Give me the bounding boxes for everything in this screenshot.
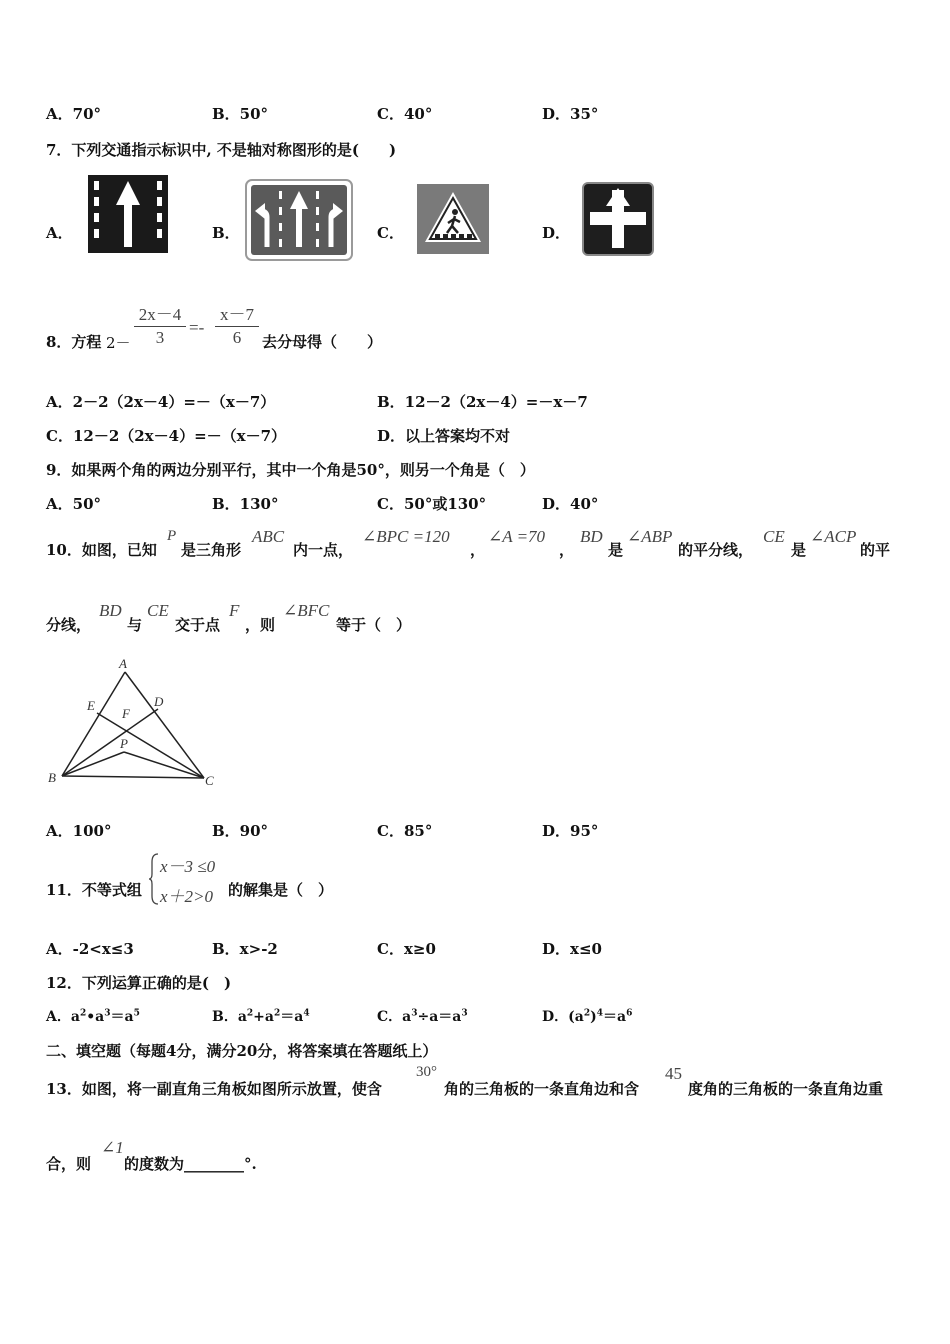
q12-d-exp-3: 6 (626, 1008, 633, 1019)
q12-c-exp-2: 3 (461, 1008, 468, 1019)
q8-fraction-1-denominator: 3 (155, 328, 165, 347)
q10-var-f: F (229, 601, 240, 620)
q12-c-part: ÷a＝a (417, 1009, 462, 1025)
q10-text-12: 等于（ ） (336, 616, 412, 634)
q12-d-part: D．(a (542, 1009, 584, 1025)
sign-straight-arrow-icon (88, 175, 168, 253)
q10-var-bd: BD (580, 527, 603, 546)
q12-b-part: ＝a (280, 1009, 304, 1025)
q7-stem: 7．下列交通指示标识中, 不是轴对称图形的是( ) (46, 141, 397, 159)
figure-label-a: A (119, 656, 127, 671)
q6-option-a: A．70° (46, 105, 102, 123)
q10-option-c: C．85° (377, 822, 433, 840)
q10-angle-acp: ∠ACP (810, 527, 857, 546)
q10-comma-1: ， (470, 541, 486, 559)
q13-deg-30: 30° (416, 1064, 437, 1080)
q8-fraction-2 (215, 304, 259, 349)
q12-d-exp-2: 4 (596, 1008, 603, 1019)
q12-b-exp-2: 2 (273, 1008, 281, 1019)
q11-prefix: 11．不等式组 (46, 881, 142, 899)
q7-option-d: D． (542, 224, 571, 242)
q8-option-c: C．12－2（2x－4）=－（x－7） (46, 427, 287, 445)
q8-option-a: A．2－2（2x－4）=－（x－7） (46, 393, 276, 411)
figure-label-p: P (120, 736, 128, 751)
q10-text-10: 交于点 (175, 616, 221, 634)
q12-d-exp-1: 2 (583, 1008, 591, 1019)
q13-text-3: 度角的三角板的一条直角边重 (688, 1080, 884, 1098)
q13-text-4: 合，则 (46, 1155, 92, 1173)
q10-var-ce-2: CE (147, 601, 169, 620)
q12-b-part: +a (253, 1009, 274, 1025)
q9-option-a: A．50° (46, 495, 102, 513)
figure-label-c: C (205, 773, 214, 788)
q6-option-b: B．50° (212, 105, 269, 123)
q10-text-11: ，则 (245, 616, 276, 634)
q12-a-exp-3: 5 (133, 1008, 140, 1019)
q10-comma-2: ， (559, 541, 575, 559)
q12-b-exp-3: 4 (303, 1008, 310, 1019)
q8-fraction-2-denominator: 6 (232, 328, 242, 347)
q10-text-8: 分线， (46, 616, 92, 634)
q13-text-1: 13．如图，将一副直角三角板如图所示放置，使含 (46, 1080, 382, 1098)
q8-equals: =- (189, 318, 205, 337)
q8-fraction-1-numerator: 2x－4 (134, 304, 186, 327)
q8-fraction-1 (134, 304, 186, 349)
q10-option-b: B．90° (212, 822, 269, 840)
q10-angle-a: ∠A =70 (488, 527, 546, 546)
q10-text-1: 10．如图，已知 (46, 541, 157, 559)
q12-d-part: ) (590, 1009, 597, 1025)
q12-a-part: ＝a (110, 1009, 134, 1025)
q10-text-9: 与 (127, 616, 143, 634)
q8-prefix: 8．方程 (46, 333, 102, 351)
q10-text-3: 内一点， (293, 541, 354, 559)
q10-angle-bpc: ∠BPC =120 (362, 527, 450, 546)
q7-option-a: A． (46, 224, 73, 242)
q9-option-c: C．50°或130° (377, 495, 487, 513)
q10-option-a: A．100° (46, 822, 112, 840)
q8-option-d: D．以上答案均不对 (377, 427, 511, 445)
sign-pedestrian-crossing-icon (417, 184, 489, 254)
q12-option-b (212, 1006, 310, 1026)
figure-label-b: B (48, 770, 56, 785)
sign-crossroad-icon (582, 182, 654, 256)
q8-option-b: B．12－2（2x－4）=－x－7 (377, 393, 588, 411)
q12-a-part: •a (86, 1009, 105, 1025)
q11-option-c: C．x≥0 (377, 940, 436, 958)
q10-var-p: P (167, 528, 177, 544)
q10-var-bd-2: BD (99, 601, 122, 620)
q12-b-exp-1: 2 (246, 1008, 254, 1019)
q13-text-2: 角的三角板的一条直角边和含 (444, 1080, 640, 1098)
q12-a-part: A．a (46, 1009, 80, 1025)
q10-text-2: 是三角形 (181, 541, 242, 559)
q9-stem: 9．如果两个角的两边分别平行，其中一个角是50°，则另一个角是（ ） (46, 461, 535, 479)
q12-d-part: ＝a (603, 1009, 627, 1025)
q10-option-d: D．95° (542, 822, 599, 840)
q12-option-c (377, 1006, 468, 1026)
q10-triangle-figure (46, 652, 221, 792)
q9-option-b: B．130° (212, 495, 279, 513)
q8-two-minus: 2－ (106, 334, 131, 352)
q12-a-exp-2: 3 (104, 1008, 111, 1019)
q12-stem: 12．下列运算正确的是( ) (46, 974, 232, 992)
q11-brace (148, 852, 160, 906)
q12-c-part: C．a (377, 1009, 412, 1025)
q9-option-d: D．40° (542, 495, 599, 513)
q10-text-5: 的平分线， (678, 541, 754, 559)
figure-label-e: E (87, 698, 95, 713)
q11-option-b: B．x>-2 (212, 940, 278, 958)
q12-b-part: B．a (212, 1009, 247, 1025)
q6-option-c: C．40° (377, 105, 433, 123)
q11-option-a: A．-2<x≤3 (46, 940, 134, 958)
q10-var-ce: CE (763, 527, 785, 546)
q11-line-2: x＋2>0 (160, 887, 214, 906)
q7-option-b: B． (212, 224, 240, 242)
q13-deg-45: 45 (665, 1064, 682, 1083)
q8-fraction-2-numerator: x－7 (215, 304, 259, 327)
q7-option-c: C． (377, 224, 404, 242)
q10-text-7: 的平 (860, 541, 891, 559)
q12-a-exp-1: 2 (79, 1008, 87, 1019)
q10-angle-bfc: ∠BFC (283, 601, 330, 620)
q10-text-4: 是 (608, 541, 624, 559)
section-2-title: 二、填空题（每题4分，满分20分，将答案填在答题纸上） (46, 1042, 438, 1060)
q11-suffix: 的解集是（ ） (228, 881, 334, 899)
q10-angle-abp: ∠ABP (627, 527, 673, 546)
figure-label-d: D (154, 694, 164, 709)
q11-line-1: x－3 ≤0 (160, 857, 216, 876)
q12-option-a (46, 1006, 140, 1026)
q8-suffix: 去分母得（ ） (262, 333, 383, 351)
q12-option-d (542, 1006, 632, 1026)
q10-text-6: 是 (791, 541, 807, 559)
q6-option-d: D．35° (542, 105, 599, 123)
q12-c-exp-1: 3 (411, 1008, 418, 1019)
q13-angle-1: ∠1 (101, 1138, 124, 1157)
q11-option-d: D．x≤0 (542, 940, 602, 958)
figure-label-f: F (122, 706, 130, 721)
q10-var-abc: ABC (252, 527, 285, 546)
q13-text-5: 的度数为________°. (124, 1155, 257, 1173)
sign-three-lanes-icon (245, 179, 353, 261)
